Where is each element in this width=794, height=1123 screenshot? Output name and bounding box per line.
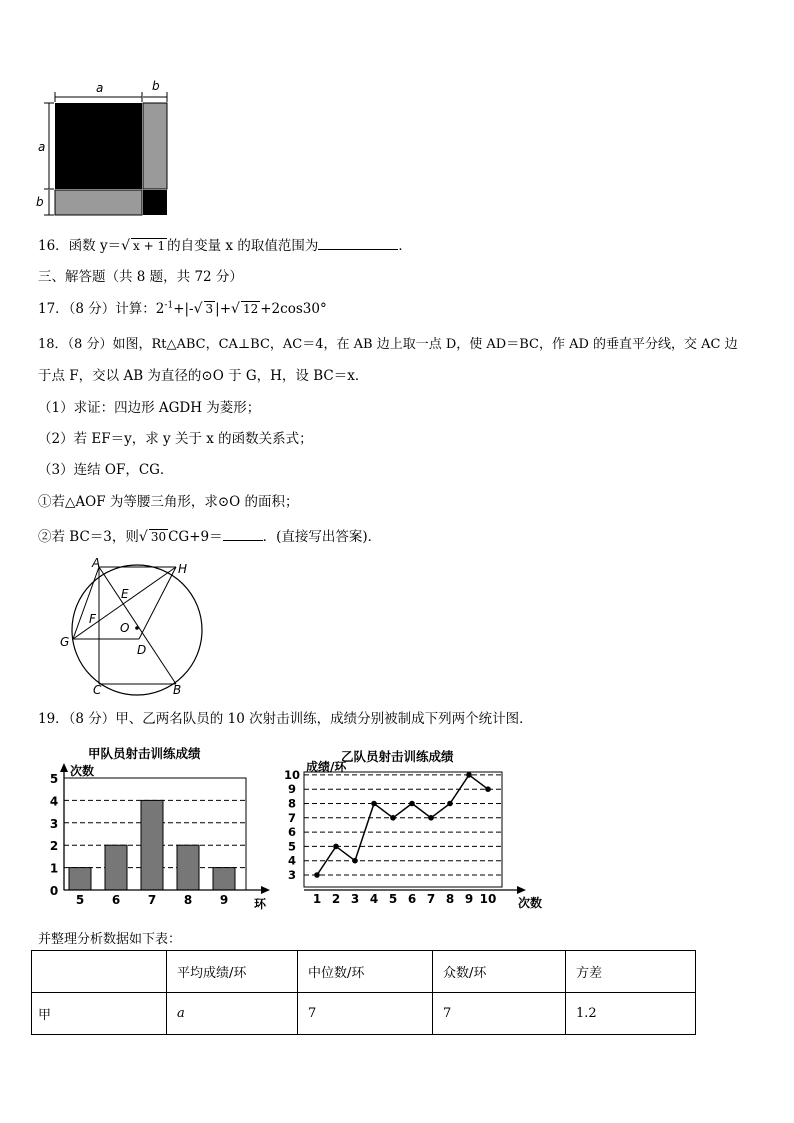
q17-part3: |+ — [215, 301, 232, 317]
stats-table — [31, 950, 696, 1035]
line-x-tick-label: 1 — [312, 892, 322, 906]
line-point — [352, 858, 358, 864]
line-x-tick-label: 8 — [445, 892, 455, 906]
line-x-tick-label: 2 — [331, 892, 341, 906]
line-point — [466, 772, 472, 778]
point-label-G: G — [60, 635, 70, 649]
q16-end: ． — [398, 238, 412, 254]
table-header-cell: 众数/环 — [433, 951, 566, 993]
q16-suffix: 的自变量 x 的取值范围为 — [167, 238, 319, 254]
chart-b-title: 乙队员射击训练成绩 — [341, 749, 454, 764]
question-19: 19．（8 分）甲、乙两名队员的 10 次射击训练，成绩分别被制成下列两个统计图． — [38, 711, 533, 727]
bar-chart-a — [40, 760, 280, 915]
line-x-tick-label: 10 — [479, 892, 497, 906]
line-point — [485, 786, 491, 792]
line-y-tick-label: 9 — [287, 782, 297, 797]
line-point — [314, 872, 320, 878]
q18-part2: （2）若 EF＝y，求 y 关于 x 的函数关系式； — [38, 431, 313, 447]
q18-p3b-radicand: 30 — [150, 530, 167, 544]
bar-y-tick-label: 1 — [49, 861, 59, 876]
bar-y-tick-label: 0 — [49, 884, 59, 898]
line-point — [428, 815, 434, 821]
table-header-cell: 方差 — [566, 951, 696, 993]
line-point — [333, 844, 339, 850]
table-header-cell: 平均成绩/环 — [167, 951, 298, 993]
label-a-left: a — [38, 140, 46, 154]
line-y-tick-label: 3 — [287, 868, 297, 882]
bar-x-tick-label: 6 — [111, 893, 121, 907]
bar-y-tick-label: 3 — [49, 816, 59, 831]
table-header-row — [32, 951, 696, 993]
point-label-C: C — [93, 683, 102, 697]
line-y-tick-label: 6 — [287, 825, 297, 840]
q18-p3b-suffix: ．(直接写出答案)． — [262, 529, 382, 545]
bar — [141, 800, 163, 890]
bar-y-tick-label: 5 — [49, 772, 59, 786]
table-cell: a — [167, 993, 298, 1035]
label-b-left: b — [36, 195, 44, 209]
table-cell: 7 — [298, 993, 433, 1035]
bar — [213, 868, 235, 890]
line-x-label: 次数 — [518, 896, 543, 910]
point-label-F: F — [89, 612, 96, 626]
point-label-O: O — [120, 621, 130, 635]
q18-p3b-prefix: ②若 BC＝3，则 — [38, 529, 139, 545]
q18-line1: 18．（8 分）如图，Rt△ABC，CA⊥BC，AC＝4，在 AB 边上取一点 D，使 AD＝BC，作 AD 的垂直平分线，交 AC 边 — [38, 337, 738, 352]
line-point — [447, 801, 453, 807]
q18-answer-blank — [223, 528, 263, 541]
table-header-cell — [32, 951, 167, 993]
q18-p3b-mid: CG+9＝ — [168, 529, 223, 545]
q16-prefix: 16．函数 y＝ — [38, 238, 122, 254]
bar-x-tick-label: 8 — [183, 893, 193, 907]
q17-rad2: 12 — [242, 302, 259, 316]
bar-x-label: 环 — [254, 897, 267, 911]
line-point — [390, 815, 396, 821]
table-cell: 甲 — [32, 993, 167, 1035]
square-area-figure — [30, 75, 175, 220]
line-x-tick-label: 7 — [426, 892, 436, 906]
line-y-tick-label: 8 — [287, 796, 297, 811]
point-label-B: B — [173, 683, 182, 697]
q18-part3: （3）连结 OF，CG． — [38, 462, 174, 478]
line-x-tick-label: 4 — [369, 892, 379, 906]
q17-exponent: -1 — [164, 300, 174, 311]
q17-rad1: 3 — [205, 302, 214, 316]
point-label-D: D — [137, 643, 147, 657]
line-point — [409, 801, 415, 807]
label-a-top: a — [96, 81, 104, 95]
q17-prefix: 17．（8 分）计算：2 — [38, 301, 165, 317]
table-cell: 1.2 — [566, 993, 696, 1035]
line-y-label: 成绩/环 — [306, 760, 347, 774]
table-header-cell: 中位数/环 — [298, 951, 433, 993]
bar-x-tick-label: 7 — [147, 893, 157, 907]
q16-radicand: x + 1 — [133, 239, 166, 253]
table-cell: 7 — [433, 993, 566, 1035]
section-heading-3: 三、解答题（共 8 题，共 72 分） — [38, 269, 243, 285]
q18-part1: （1）求证：四边形 AGDH 为菱形； — [38, 400, 261, 416]
line-x-tick-label: 5 — [388, 892, 398, 906]
chart-a-title: 甲队员射击训练成绩 — [88, 746, 201, 761]
circle-geometry-figure — [55, 555, 215, 700]
q18-part3a: ①若△AOF 为等腰三角形，求⊙O 的面积； — [38, 494, 299, 510]
label-b-top: b — [152, 79, 160, 93]
bar — [105, 845, 127, 890]
question-16: 16．函数 y＝√ x + 1 的自变量 x 的取值范围为 ． — [38, 238, 412, 254]
bar — [69, 868, 91, 890]
line-x-tick-label: 3 — [350, 892, 360, 906]
line-y-tick-label: 7 — [287, 810, 297, 825]
point-label-A: A — [92, 556, 101, 570]
point-label-E: E — [121, 587, 129, 601]
bar-x-tick-label: 5 — [75, 893, 85, 907]
q16-answer-blank — [318, 237, 398, 250]
line-y-tick-label: 5 — [287, 839, 297, 854]
line-series — [317, 775, 488, 875]
line-x-tick-label: 9 — [464, 892, 474, 906]
line-chart-b — [280, 760, 550, 915]
bar-y-label: 次数 — [70, 764, 95, 778]
bar-y-tick-label: 2 — [49, 839, 59, 854]
point-label-H: H — [178, 562, 188, 576]
q17-part2: +|- — [173, 301, 194, 317]
table-intro: 并整理分析数据如下表： — [38, 932, 182, 947]
q18-line2: 于点 F，交以 AB 为直径的⊙O 于 G，H，设 BC＝x． — [38, 368, 369, 384]
line-y-tick-label: 4 — [287, 853, 297, 868]
bar — [177, 845, 199, 890]
q18-part3b: ②若 BC＝3，则√ 30 CG+9＝ ．(直接写出答案)． — [38, 529, 382, 545]
bar-x-tick-label: 9 — [219, 893, 229, 907]
line-x-tick-label: 6 — [407, 892, 417, 906]
line-point — [371, 801, 377, 807]
line-y-tick-label: 10 — [283, 767, 301, 782]
question-17: 17．（8 分）计算：$2^{-1}+|-√$ 3 |+√ 12 +2cos30° — [38, 300, 327, 317]
q17-part4: +2cos30° — [260, 301, 327, 317]
bar-y-tick-label: 4 — [49, 794, 59, 809]
table-row — [32, 993, 696, 1035]
